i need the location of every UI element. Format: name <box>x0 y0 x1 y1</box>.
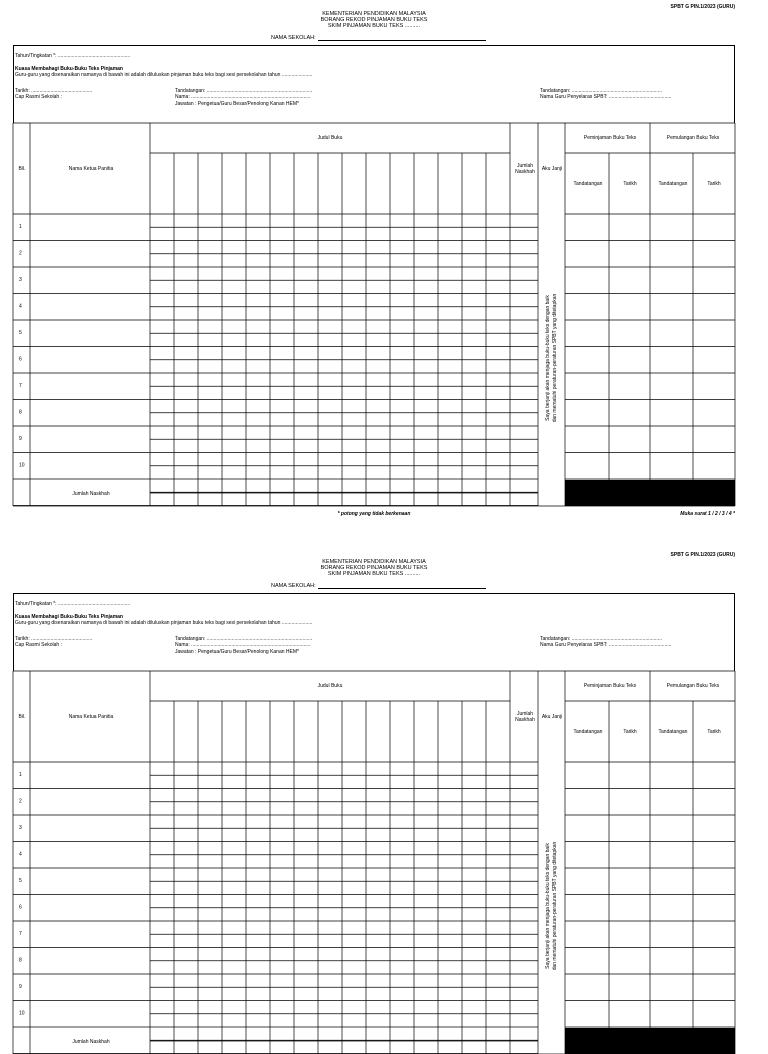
school-name-field[interactable]: NAMA SEKOLAH: <box>271 582 486 589</box>
row-number: 1 <box>19 772 22 778</box>
row-number: 6 <box>19 904 22 911</box>
col-name-header: Nama Ketua Panitia <box>68 166 114 172</box>
approval-box <box>13 593 735 671</box>
scheme-title: SKIM PINJAMAN BUKU TEKS .......... <box>327 23 421 29</box>
stamp-field: Cap Rasmi Sekolah : <box>15 94 62 100</box>
row-number: 4 <box>19 851 22 858</box>
authority-text: Guru-guru yang disenaraikan namanya di bawah ini adalah diluluskan pinjaman buku teks bagi sesi persekolahan tahun ...................... <box>15 620 313 626</box>
col-total-header-1: Jumlah <box>516 163 534 169</box>
col-loan-header: Peminjaman Buku Teks <box>583 683 637 689</box>
row-number: 8 <box>19 957 22 964</box>
total-row-label: Jumlah Naskhah <box>72 491 110 497</box>
promise-line-1: Saya berjanji akan menjaga buku-buku teks dengan baik <box>545 295 551 421</box>
year-level-field[interactable]: Tahun/Tingkatan *: .................................................... <box>15 601 131 607</box>
return-date-header: Tarikh <box>707 729 721 735</box>
page-note: Muka surat 1 / 2 / 3 / 4 * <box>680 511 735 517</box>
row-number: 4 <box>19 303 22 310</box>
loan-record-table <box>13 671 735 1054</box>
school-name-label: NAMA SEKOLAH <box>271 35 315 41</box>
total-row-label: Jumlah Naskhah <box>72 1039 110 1045</box>
row-number: 3 <box>19 825 22 831</box>
school-name-line[interactable] <box>318 582 486 589</box>
form-code: SPBT G PIN.1/2023 (GURU) <box>670 552 735 558</box>
col-total-header-2: Naskhah <box>515 169 535 175</box>
promise-line-2: dan mematuhi peraturan-peraturan SPBT yang ditetapkan <box>552 293 558 423</box>
col-promise-header: Aku Janji <box>541 714 563 720</box>
authority-title: Kuasa Membahagi Buku-Buku Teks Pinjaman <box>15 66 123 72</box>
coordinator-name-field[interactable]: Nama Guru Penyelaras SPBT: ............................................. <box>540 642 672 648</box>
row-number: 6 <box>19 356 22 363</box>
row-number: 5 <box>19 330 22 336</box>
row-number: 7 <box>19 383 22 389</box>
row-number: 1 <box>19 224 22 230</box>
loan-form-1 <box>13 0 735 517</box>
loan-sign-header: Tandatangan <box>573 181 603 187</box>
row-number: 10 <box>19 462 25 469</box>
school-name-label: NAMA SEKOLAH <box>271 583 315 589</box>
principal-sign-field[interactable]: Tandatangan: ............................................................................ <box>175 636 313 642</box>
return-date-header: Tarikh <box>707 181 721 187</box>
row-number: 5 <box>19 878 22 884</box>
loan-date-header: Tarikh <box>623 181 637 187</box>
approval-box <box>13 45 735 123</box>
scheme-title: SKIM PINJAMAN BUKU TEKS .......... <box>327 571 421 577</box>
promise-line-1: Saya berjanji akan menjaga buku-buku teks dengan baik <box>545 843 551 969</box>
row-number: 9 <box>19 984 22 990</box>
coordinator-name-field[interactable]: Nama Guru Penyelaras SPBT: ............................................. <box>540 94 672 100</box>
return-sign-header: Tandatangan <box>658 181 688 187</box>
col-name-header: Nama Ketua Panitia <box>68 714 114 720</box>
cut-note: * potong yang tidak berkenaan <box>337 511 411 517</box>
school-name-field[interactable]: NAMA SEKOLAH: <box>271 34 486 41</box>
form-title: BORANG REKOD PINJAMAN BUKU TEKS <box>320 17 428 23</box>
blocked-cell <box>565 480 735 506</box>
loan-date-header: Tarikh <box>623 729 637 735</box>
ministry-title: KEMENTERIAN PENDIDIKAN MALAYSIA <box>322 559 426 565</box>
authority-title: Kuasa Membahagi Buku-Buku Teks Pinjaman <box>15 614 123 620</box>
principal-sign-field[interactable]: Tandatangan: ............................................................................ <box>175 88 313 94</box>
col-books-header: Judul Buku <box>317 135 343 141</box>
principal-name-field[interactable]: Nama: ...................................................................................... <box>175 94 311 100</box>
form-title: BORANG REKOD PINJAMAN BUKU TEKS <box>320 565 428 571</box>
authority-text: Guru-guru yang disenaraikan namanya di bawah ini adalah diluluskan pinjaman buku teks bagi sesi persekolahan tahun ...................... <box>15 72 313 78</box>
col-bil-header: Bil. <box>18 166 26 172</box>
date-field[interactable]: Tarikh: ............................................ <box>15 636 93 642</box>
ministry-title: KEMENTERIAN PENDIDIKAN MALAYSIA <box>322 11 426 17</box>
return-sign-header: Tandatangan <box>658 729 688 735</box>
loan-sign-header: Tandatangan <box>573 729 603 735</box>
position-field: Jawatan : Pengetua/Guru Besar/Penolong Kanan HEM* <box>175 101 299 107</box>
col-return-header: Pemulangan Buku Teks <box>666 135 720 141</box>
loan-record-table <box>13 123 735 506</box>
row-number: 2 <box>19 250 22 257</box>
row-number: 7 <box>19 931 22 937</box>
col-books-header: Judul Buku <box>317 683 343 689</box>
school-name-line[interactable] <box>318 34 486 41</box>
row-number: 10 <box>19 1010 25 1017</box>
coordinator-sign-field[interactable]: Tandatangan: ................................................................. <box>540 88 662 94</box>
row-number: 8 <box>19 409 22 416</box>
row-number: 2 <box>19 798 22 805</box>
stamp-field: Cap Rasmi Sekolah : <box>15 642 62 648</box>
col-loan-header: Peminjaman Buku Teks <box>583 135 637 141</box>
form-code: SPBT G PIN.1/2023 (GURU) <box>670 4 735 10</box>
coordinator-sign-field[interactable]: Tandatangan: ................................................................. <box>540 636 662 642</box>
col-bil-header: Bil. <box>18 714 26 720</box>
col-total-header-2: Naskhah <box>515 717 535 723</box>
position-field: Jawatan : Pengetua/Guru Besar/Penolong Kanan HEM* <box>175 649 299 655</box>
blocked-cell <box>565 1028 735 1054</box>
row-number: 9 <box>19 436 22 442</box>
row-number: 3 <box>19 277 22 283</box>
col-return-header: Pemulangan Buku Teks <box>666 683 720 689</box>
col-total-header-1: Jumlah <box>516 711 534 717</box>
col-promise-header: Aku Janji <box>541 166 563 172</box>
year-level-field[interactable]: Tahun/Tingkatan *: .................................................... <box>15 53 131 59</box>
promise-line-2: dan mematuhi peraturan-peraturan SPBT yang ditetapkan <box>552 841 558 971</box>
principal-name-field[interactable]: Nama: ...................................................................................... <box>175 642 311 648</box>
loan-form-2 <box>13 548 735 1045</box>
date-field[interactable]: Tarikh: ............................................ <box>15 88 93 94</box>
